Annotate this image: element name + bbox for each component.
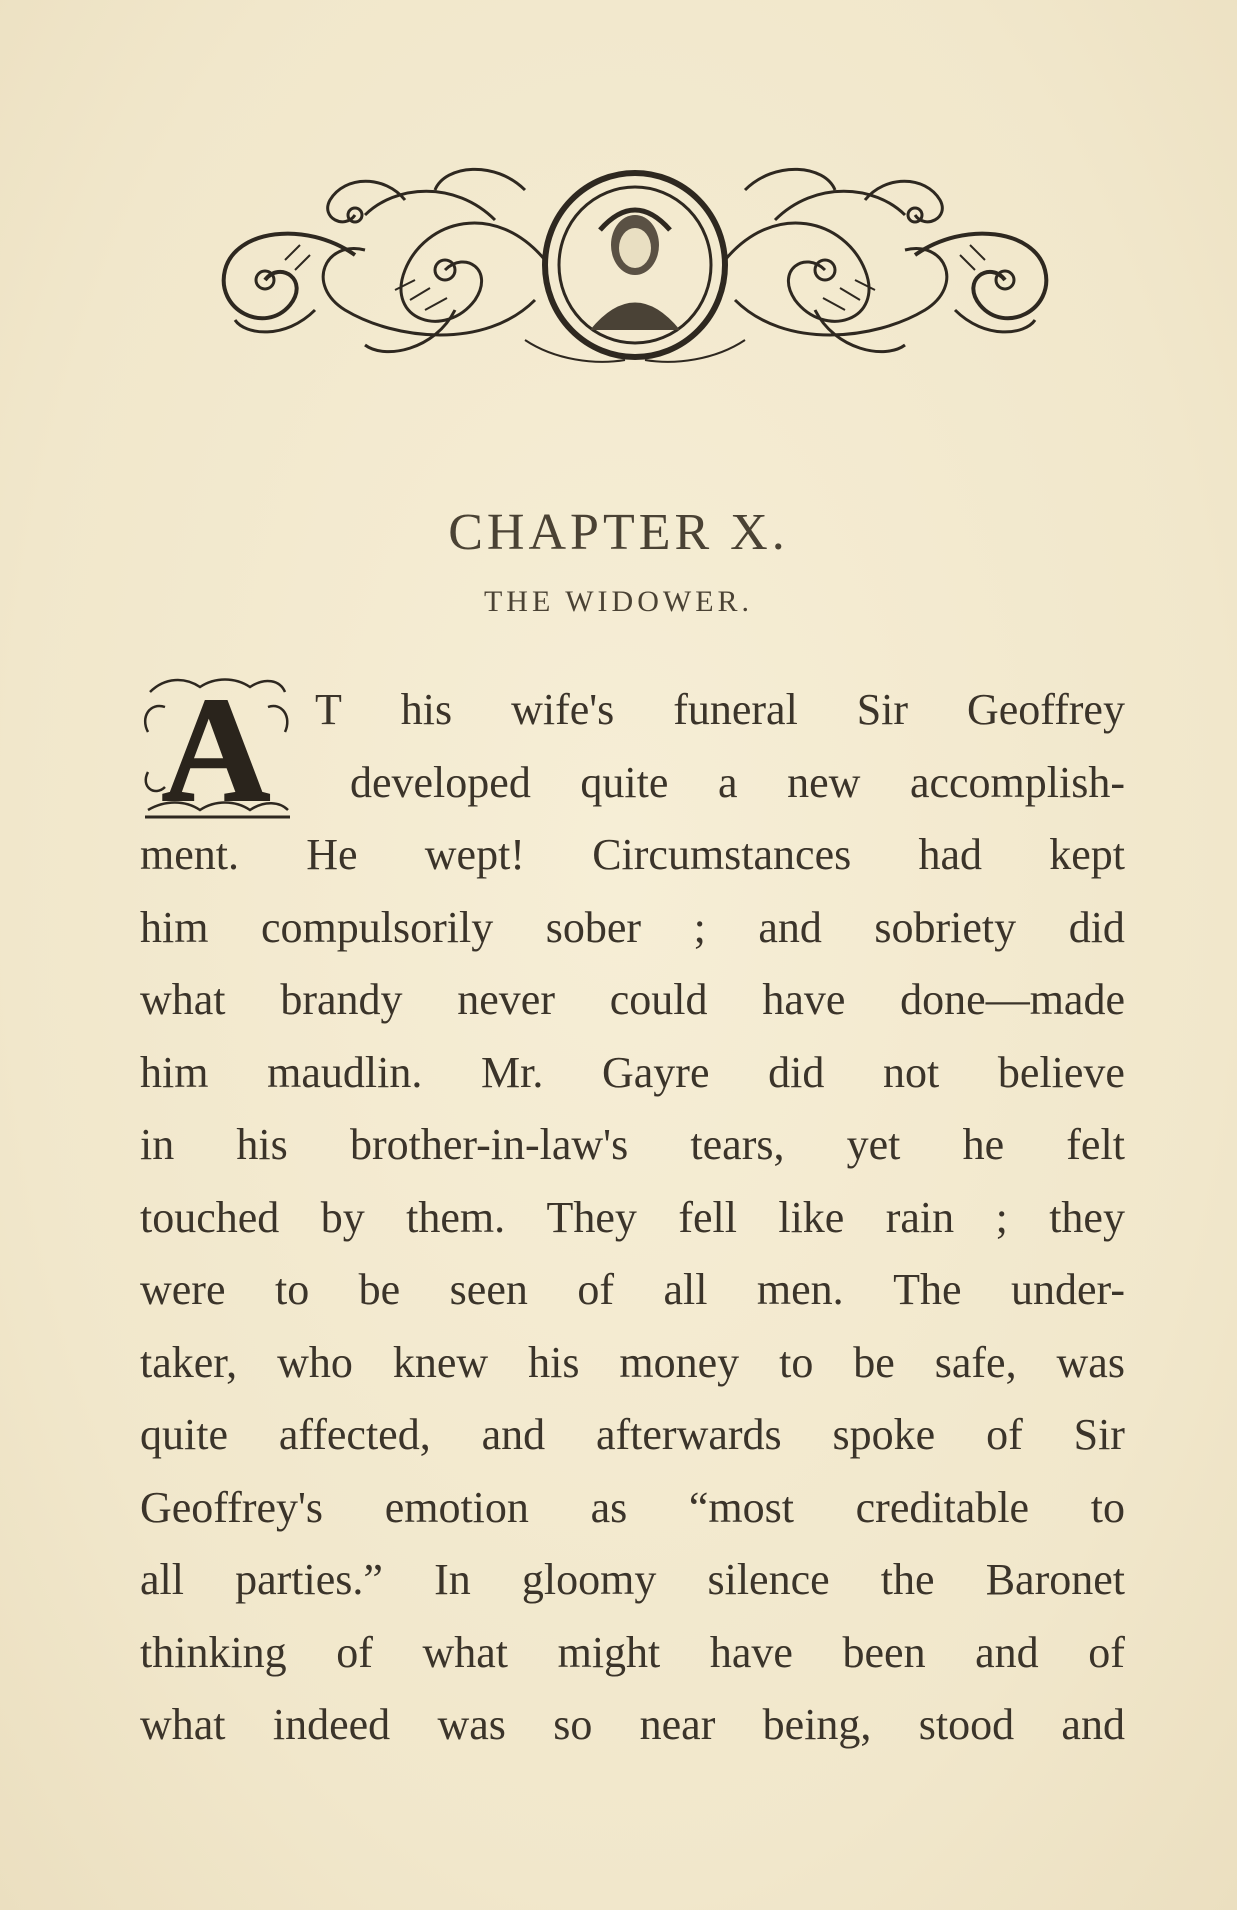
word: funeral (673, 685, 798, 734)
text-line (350, 747, 1125, 820)
word: under- (1011, 1265, 1125, 1314)
text-line (140, 1689, 1125, 1762)
word: parties.” (235, 1555, 383, 1604)
word: Mr. (480, 1047, 544, 1097)
word: touched (140, 1192, 280, 1242)
word: and (481, 1410, 546, 1459)
word: were (140, 1265, 226, 1314)
word: the (880, 1555, 935, 1604)
text-line (315, 674, 1125, 747)
text-line (140, 1037, 1125, 1110)
word: of (577, 1265, 614, 1314)
word: accomplish- (909, 757, 1125, 807)
word: like (778, 1192, 845, 1242)
word: affected, (278, 1410, 431, 1459)
word: him (140, 902, 209, 952)
text-line (140, 819, 1125, 892)
word: new (787, 757, 861, 807)
word: stood (918, 1700, 1015, 1749)
word: taker, (140, 1337, 238, 1387)
word: quite (580, 757, 669, 807)
word: to (779, 1337, 814, 1387)
text-line (140, 1617, 1125, 1690)
word: sobriety (874, 902, 1017, 952)
word: have (762, 975, 846, 1024)
word: them. (406, 1192, 506, 1242)
word: what (140, 975, 226, 1024)
text-line (140, 1544, 1125, 1617)
word: ; (693, 902, 706, 952)
word: and (758, 902, 822, 952)
text-line (140, 1399, 1125, 1472)
word: Geoffrey (966, 685, 1125, 734)
word: done—made (900, 975, 1125, 1024)
word: and (1061, 1700, 1125, 1749)
word: ment. (140, 830, 239, 879)
word: afterwards (596, 1410, 782, 1459)
text-line (140, 1109, 1125, 1182)
word: safe, (934, 1337, 1017, 1387)
word: to (1090, 1482, 1125, 1532)
word: The (893, 1265, 962, 1314)
word: spoke (832, 1410, 936, 1459)
word: knew (392, 1337, 489, 1387)
word: so (553, 1700, 593, 1749)
word: they (1049, 1192, 1125, 1242)
word: what (140, 1700, 226, 1749)
word: brother-in-law's (349, 1120, 629, 1169)
word: gloomy (521, 1555, 657, 1604)
word: all (663, 1265, 708, 1314)
word: his (528, 1337, 580, 1387)
word: of (1088, 1627, 1125, 1677)
word: Circumstances (592, 830, 852, 879)
word: been (842, 1627, 926, 1677)
word: never (457, 975, 555, 1024)
word: being, (762, 1700, 872, 1749)
word: indeed (272, 1700, 391, 1749)
text-line (140, 1327, 1125, 1400)
word: thinking (140, 1627, 287, 1677)
word: emotion (384, 1482, 529, 1532)
word: felt (1066, 1120, 1125, 1169)
word: He (306, 830, 358, 879)
word: had (918, 830, 982, 879)
word: wife's (511, 685, 615, 734)
word: near (639, 1700, 716, 1749)
word: developed (350, 757, 531, 807)
word: Sir (1073, 1410, 1125, 1459)
word: be (358, 1265, 401, 1314)
word: rain (885, 1192, 955, 1242)
word: could (609, 975, 708, 1024)
word: what (422, 1627, 509, 1677)
text-line (140, 1254, 1125, 1327)
word: all (140, 1555, 184, 1604)
word: maudlin. (267, 1047, 423, 1097)
word: “most (688, 1482, 794, 1532)
word: seen (449, 1265, 528, 1314)
word: They (546, 1192, 637, 1242)
word: kept (1049, 830, 1125, 879)
word: creditable (855, 1482, 1030, 1532)
word: tears, (690, 1120, 785, 1169)
word: his (236, 1120, 288, 1169)
word: Gayre (601, 1047, 710, 1097)
word: sober (545, 902, 642, 952)
ornamental-headpiece (195, 160, 1075, 370)
word: who (277, 1337, 353, 1387)
word: believe (997, 1047, 1125, 1097)
word: did (768, 1047, 825, 1097)
word: was (437, 1700, 506, 1749)
word: silence (707, 1555, 830, 1604)
word: of (336, 1627, 373, 1677)
word: was (1056, 1337, 1125, 1387)
word: and (975, 1627, 1039, 1677)
text-line (140, 964, 1125, 1037)
word: Baronet (985, 1555, 1125, 1604)
word: wept! (424, 830, 525, 879)
word: did (1068, 902, 1125, 952)
word: in (140, 1120, 175, 1169)
word: money (619, 1337, 740, 1387)
word: ; (995, 1192, 1008, 1242)
word: be (853, 1337, 895, 1387)
word: T (315, 685, 342, 734)
word: fell (678, 1192, 737, 1242)
word: Geoffrey's (140, 1482, 324, 1532)
word: compulsorily (260, 902, 494, 952)
word: he (962, 1120, 1005, 1169)
text-line (140, 1472, 1125, 1545)
word: as (590, 1482, 628, 1532)
word: quite (140, 1410, 228, 1459)
word: of (986, 1410, 1023, 1459)
word: by (320, 1192, 365, 1242)
word: him (140, 1047, 209, 1097)
word: not (883, 1047, 940, 1097)
initial-letter: A (161, 672, 271, 820)
text-line (140, 892, 1125, 965)
word: to (274, 1265, 310, 1314)
chapter-body (140, 674, 1125, 1762)
word: In (434, 1555, 471, 1604)
word: men. (756, 1265, 844, 1314)
word: his (400, 685, 453, 734)
word: have (709, 1627, 793, 1677)
chapter-subtitle: THE WIDOWER. (483, 585, 754, 618)
text-line (140, 1182, 1125, 1255)
word: might (557, 1627, 661, 1677)
word: a (717, 757, 738, 807)
word: brandy (280, 975, 403, 1024)
chapter-title: CHAPTER X. (448, 503, 789, 561)
word: yet (846, 1120, 901, 1169)
word: Sir (856, 685, 909, 734)
